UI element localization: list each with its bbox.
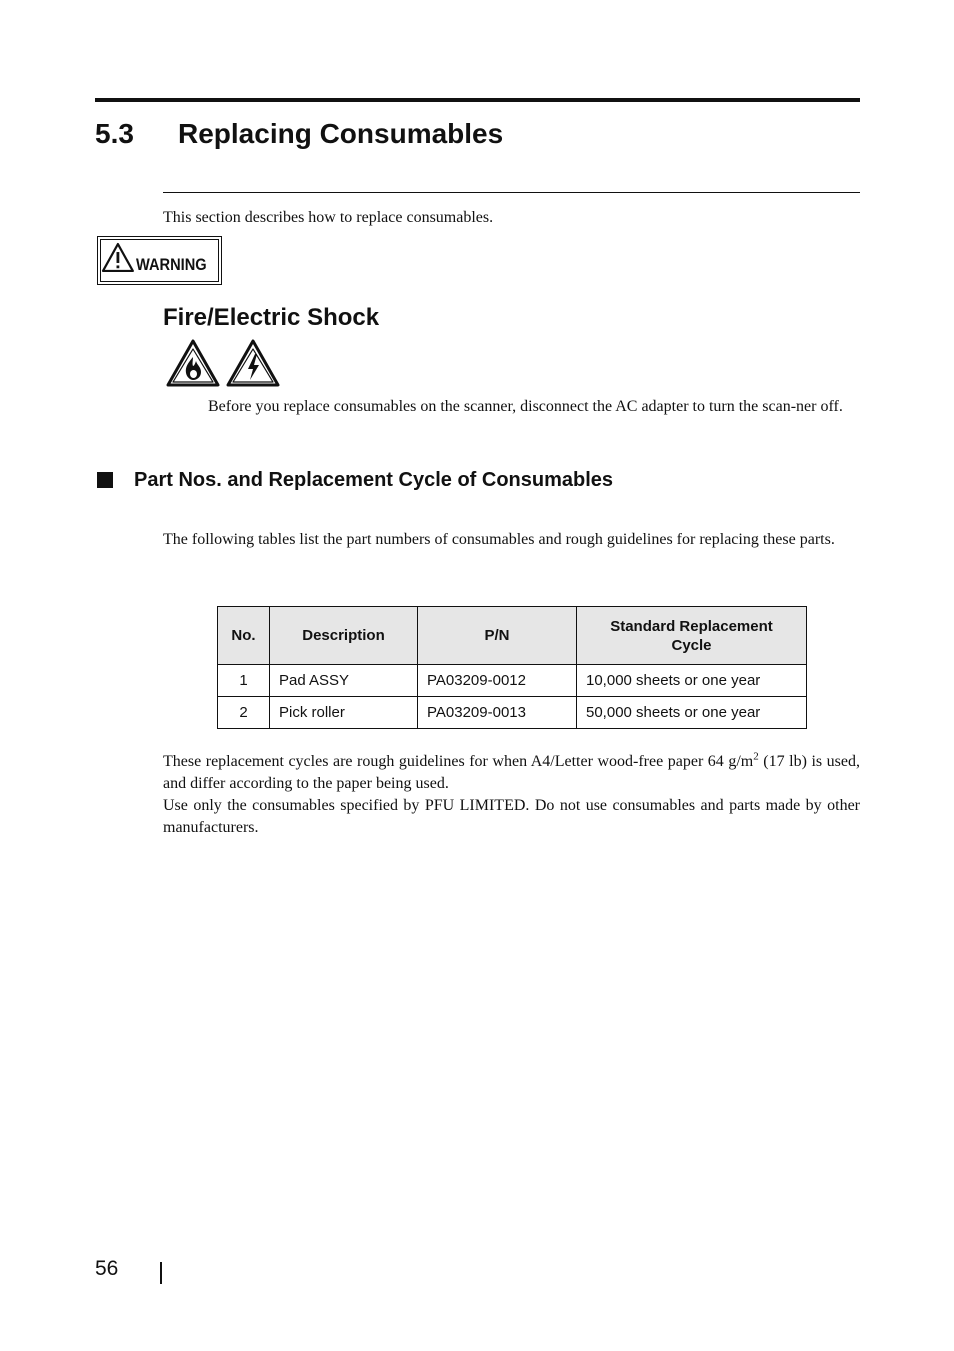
cell-cycle: 10,000 sheets or one year — [577, 665, 807, 697]
page-number-bar — [160, 1262, 162, 1284]
section-divider — [163, 192, 860, 193]
fire-hazard-icon — [166, 339, 220, 387]
section-title: Replacing Consumables — [178, 118, 504, 149]
cell-pn: PA03209-0012 — [418, 665, 577, 697]
exclamation-triangle-icon — [101, 241, 135, 275]
header-cycle: Standard Replacement Cycle — [577, 607, 807, 665]
table-row — [218, 665, 807, 697]
note-paper-guideline — [163, 751, 860, 795]
hazard-title: Fire/Electric Shock — [163, 304, 380, 331]
header-pn: P/N — [418, 607, 577, 665]
cell-description: Pick roller — [270, 697, 418, 729]
warning-label: WARNING — [135, 254, 207, 274]
section-heading — [95, 114, 860, 154]
top-rule — [95, 98, 860, 102]
cell-cycle: 50,000 sheets or one year — [577, 697, 807, 729]
section-number: 5.3 — [95, 118, 134, 149]
note-pfu-only: Use only the consumables specified by PFU LIMITED. Do not use consumables and parts made by other manufacturers. — [163, 797, 860, 836]
subsection-title: Part Nos. and Replacement Cycle of Consumables — [134, 469, 614, 491]
section-intro: This section describes how to replace consumables. — [163, 209, 494, 226]
note-text: These replacement cycles are rough guidelines for when A4/Letter wood-free paper 64 g/m — [163, 753, 754, 770]
note-text: (17 lb) is used, and differ according to the paper being used. — [163, 753, 860, 792]
hazard-icons — [166, 339, 280, 387]
cell-no: 1 — [218, 665, 270, 697]
subsection-intro: The following tables list the part numbers of consumables and rough guidelines for replacing these parts. — [163, 531, 835, 548]
header-description: Description — [270, 607, 418, 665]
cell-no: 2 — [218, 697, 270, 729]
table-row — [218, 697, 807, 729]
square-bullet-icon — [97, 472, 113, 488]
header-no: No. — [218, 607, 270, 665]
warning-badge — [97, 236, 222, 285]
notes — [163, 751, 860, 839]
consumables-table — [217, 606, 807, 729]
subsection-heading — [95, 466, 613, 494]
cell-pn: PA03209-0013 — [418, 697, 577, 729]
table-header-row — [218, 607, 807, 665]
page-number: 56 — [95, 1257, 119, 1280]
hazard-description: Before you replace consumables on the scanner, disconnect the AC adapter to turn the scan-ner off. — [208, 398, 843, 415]
cell-description: Pad ASSY — [270, 665, 418, 697]
electric-shock-icon — [226, 339, 280, 387]
note-superscript: 2 — [753, 750, 759, 763]
